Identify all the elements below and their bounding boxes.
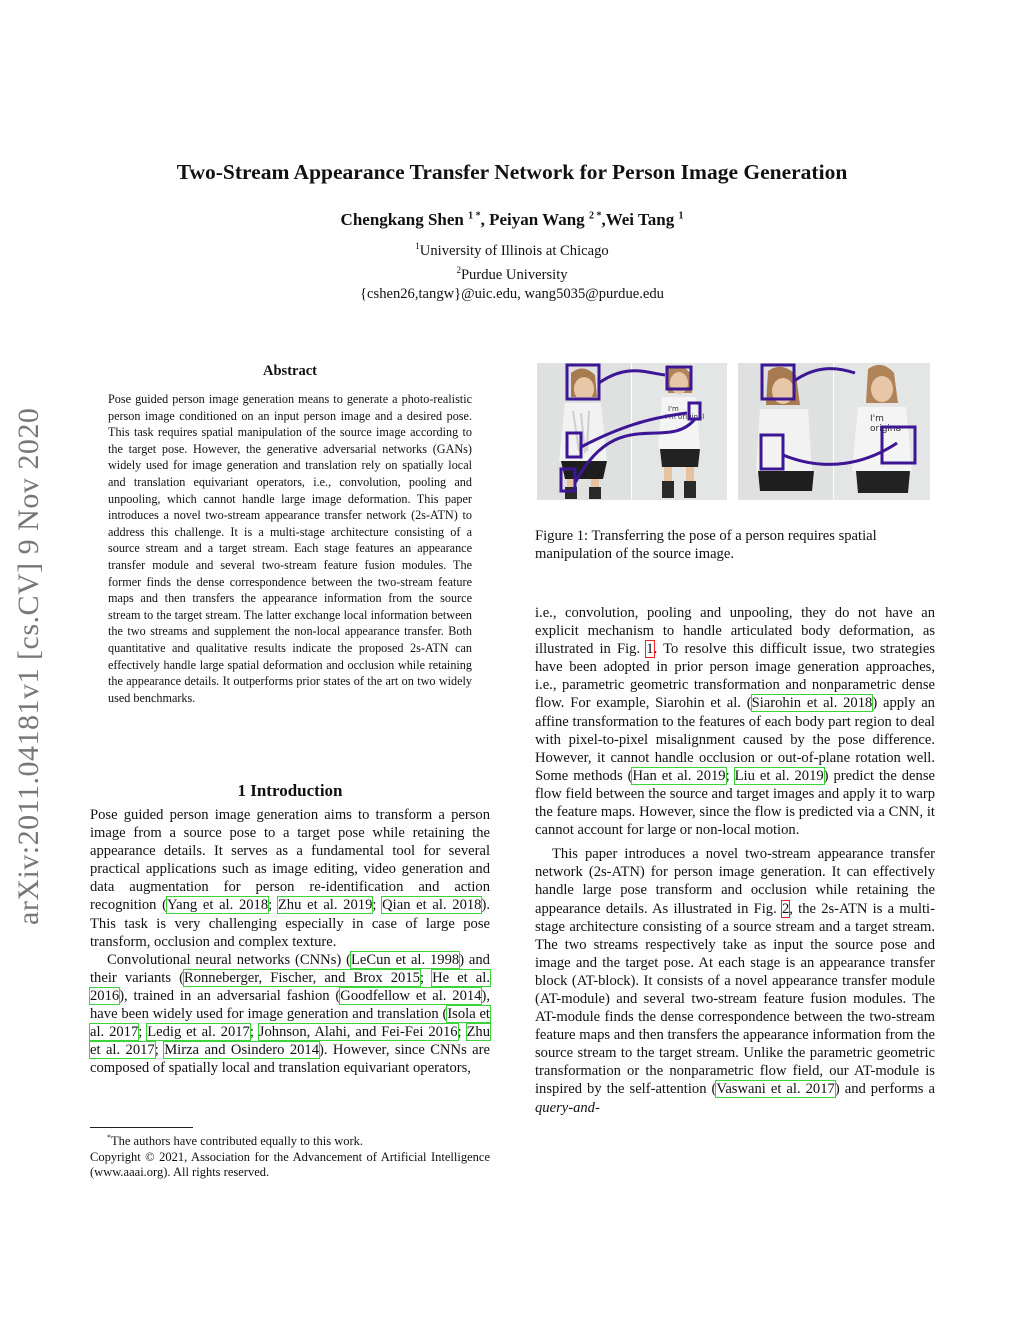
citation-link[interactable]: Ronneberger, Fischer, and Brox 2015: [183, 969, 420, 986]
author-name: Peiyan Wang: [489, 210, 585, 229]
figure-1-correspondence-overlay: [537, 363, 932, 501]
citation-link[interactable]: He et al. 2016: [90, 969, 490, 1004]
intro-paragraph-4: This paper introduces a novel two-stream appearance transfer network (2s-ATN) for person image generation. It can effectively handle large pose transform and occlusion while retaining the appearance details. As illustrated in Fig. 2, the 2s-ATN is a multi-stage architecture consisting of a source stream and a target stream. The two streams respectively take as input the source pose and image and the target pose. At each stage is an appearance transfer block (AT-block). It consists of a novel appearance transfer module (AT-module) and several two-stream feature fusion modules. The AT-module finds the dense correspondence between the two-stream feature maps and then transfers the appearance information from the source stream to the target stream. Unlike the parametric geometric transformation or the nonparametric flow field, our AT-module is inspired by the self-attention (Vaswani et al. 2017) and performs a query-and-: [535, 846, 935, 1116]
abstract-heading: Abstract: [263, 363, 317, 379]
citation-link[interactable]: Goodfellow et al. 2014: [340, 987, 482, 1004]
citation-link[interactable]: Siarohin et al. 2018: [751, 695, 873, 712]
author-emails: {cshen26,tangw}@uic.edu, wang5035@purdue.edu: [360, 285, 664, 302]
svg-text:origina: origina: [870, 424, 902, 434]
citation-link[interactable]: Zhu et al. 2019: [277, 897, 373, 914]
citation-link[interactable]: Liu et al. 2019: [734, 767, 824, 784]
citation-link[interactable]: Yang et al. 2018: [167, 897, 269, 914]
author-name: Chengkang Shen: [340, 210, 464, 229]
figure-link[interactable]: 2: [781, 900, 790, 917]
footnote-rule: [90, 1127, 193, 1128]
affiliation-line: $^2$Purdue University: [456, 264, 568, 283]
citation-link[interactable]: Qian et al. 2018: [382, 897, 482, 914]
intro-paragraph-2: Convolutional neural networks (CNNs) (LeCun et al. 1998) and their variants (Ronneberger, Fischer, and Brox 2015; He et al. 2016), trained in an adversarial fashion (Goodfellow et al. 2014), have been widely used for image generation and translation (Isola et al. 2017; Ledig et al. 2017; Johnson, Alahi, and Fei-Fei 2016; Zhu et al. 2017; Mirza and Osindero 2014). However, since CNNs are composed of spatially local and translation equivariant operators,: [90, 951, 491, 1077]
affiliation-line: $^1$University of Illinois at Chicago: [415, 241, 609, 259]
abstract-text: Pose guided person image generation means to generate a photo-realistic person image conditioned on an input person image and a desired pose. This task requires spatial manipulation of the source image according to the target pose. However, the generative adversarial networks (GANs) widely used for image generation and translation rely on spatially local and translation equivariant operators, i.e., convolution, pooling and unpooling, which cannot handle large image deformation. This paper introduces a novel two-stream appearance transfer network (2s-ATN) to address this challenge. It is a multi-stage architecture consisting of a source stream and a target stream. Each stage features an appearance transfer module and several two-stream feature fusion modules. The former finds the dense correspondence between the two-stream feature maps and then transfers the appearance information from the source stream to the target stream. The latter exchange local information between the two streams and supplement the non-local appearance transfer. Both quantitative and qualitative results indicate the proposed 2s-ATN can effectively handle large spatial deformation and occlusion while retaining the appearance details. It outperforms prior states of the art on two widely used benchmarks.: [108, 392, 472, 705]
citation-link[interactable]: Mirza and Osindero 2014: [164, 1042, 320, 1059]
figure-link[interactable]: 1: [646, 641, 654, 658]
section-heading-introduction: 1 Introduction: [237, 781, 343, 800]
author-name: Wei Tang: [605, 210, 675, 229]
copyright-notice: Copyright © 2021, Association for the Advancement of Artificial Intelligence (www.aaai.org). All rights reserved.: [90, 1149, 490, 1180]
intro-left-column: [90, 806, 490, 1077]
author-mark: 2 *: [588, 210, 602, 222]
figure-1-caption: Figure 1: Transferring the pose of a person requires spatial manipulation of the source image.: [535, 528, 877, 563]
intro-right-column: [535, 604, 935, 1117]
footnote-equal-contribution: *The authors have contributed equally to this work.: [107, 1133, 364, 1149]
footnote: [90, 1130, 490, 1181]
paper-title: Two-Stream Appearance Transfer Network for Person Image Generation: [176, 160, 848, 184]
author-list: Chengkang Shen $^{1 *}$, Peiyan Wang $^{2 *}$,Wei Tang $^1$: [340, 210, 684, 229]
arxiv-identifier: arXiv:2011.04181v1 [cs.CV] 9 Nov 2020: [12, 407, 45, 925]
figure-1: [537, 363, 932, 501]
svg-text:I'm: I'm: [668, 405, 679, 413]
citation-link[interactable]: Ledig et al. 2017: [147, 1024, 250, 1041]
shirt-text: I'm original: [665, 413, 705, 421]
author-mark: 1: [678, 210, 684, 222]
citation-link[interactable]: Isola et al. 2017: [90, 1006, 490, 1041]
intro-paragraph-3: i.e., convolution, pooling and unpooling, they do not have an explicit mechanism to handle articulated body deformation, as illustrated in Fig. 1. To resolve this difficult issue, two strategies have been adopted in prior person image generation approaches, i.e., parametric geometric transformation and nonparametric dense flow. For example, Siarohin et al. (Siarohin et al. 2018) apply an affine transformation to the features of each body part region to deal with pixel-to-pixel misalignment caused by the pose difference. However, it cannot handle occlusion or out-of-plane rotation well. Some methods (Han et al. 2019; Liu et al. 2019) predict the dense flow field between the source and target images and apply it to warp the feature maps. However, since the flow is predicted via a CNN, it cannot account for large or non-local motion.: [535, 605, 935, 839]
citation-link[interactable]: Zhu et al. 2017: [90, 1024, 491, 1059]
citation-link[interactable]: LeCun et al. 1998: [350, 951, 460, 968]
svg-text:I'm: I'm: [870, 414, 884, 424]
emphasis-text: query-and-: [535, 1099, 600, 1116]
citation-link[interactable]: Vaswani et al. 2017: [716, 1081, 835, 1098]
intro-paragraph-1: Pose guided person image generation aims to transform a person image from a source pose to a target pose while retaining the appearance details. It serves as a fundamental tool for several practical applications such as image editing, video generation and data augmentation for person re-identification and action recognition (Yang et al. 2018; Zhu et al. 2019; Qian et al. 2018). This task is very challenging especially in case of large pose transform, occlusion and complex texture.: [90, 807, 490, 950]
affiliations: [0, 237, 1024, 304]
citation-link[interactable]: Han et al. 2019: [632, 767, 726, 784]
author-mark: 1 *: [468, 210, 481, 222]
citation-link[interactable]: Johnson, Alahi, and Fei-Fei 2016: [258, 1024, 458, 1041]
